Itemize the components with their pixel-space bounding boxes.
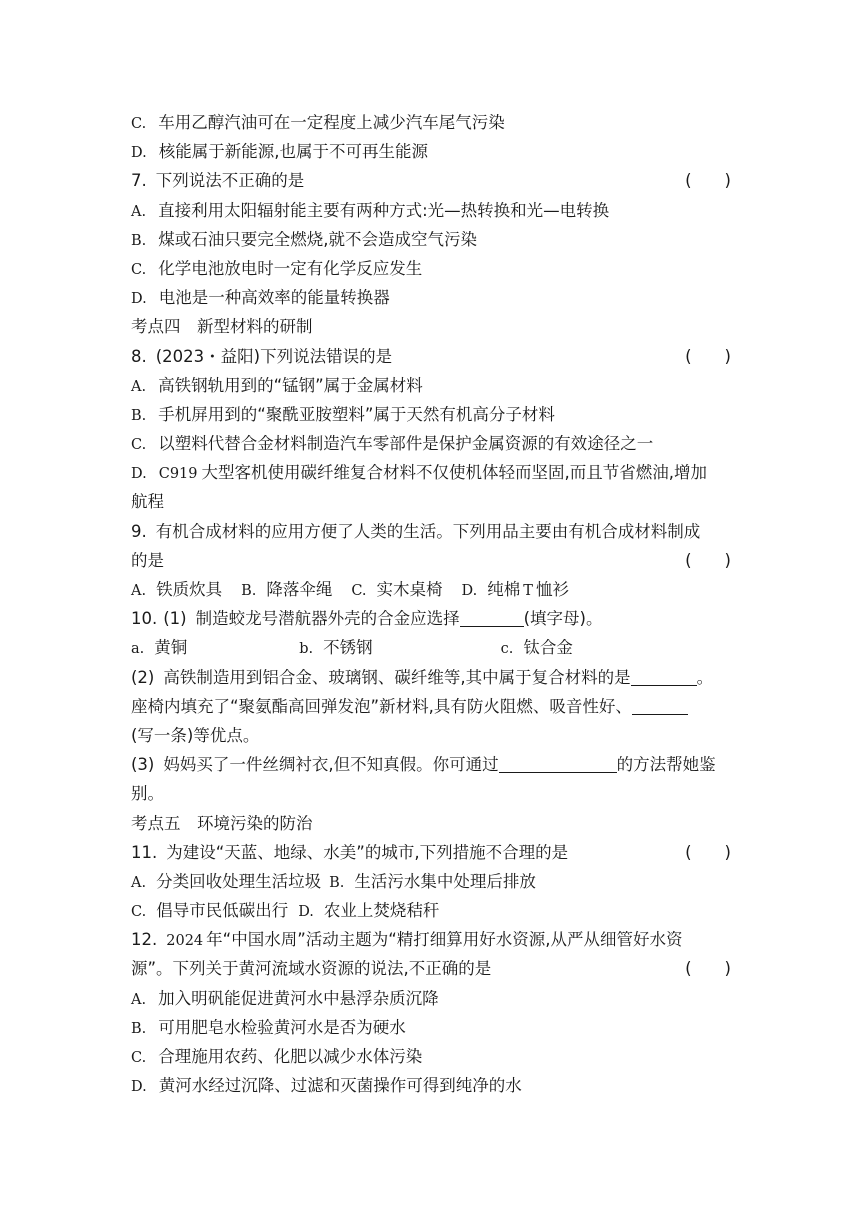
option-mark: C.: [131, 1050, 147, 1066]
option-text: 电池是一种高效率的能量转换器: [158, 288, 390, 308]
option-mark: A.: [131, 874, 147, 891]
option-text: 生活污水集中处理后排放: [354, 871, 536, 891]
option-mark: a.: [131, 641, 145, 658]
option-line: [131, 1071, 731, 1100]
option-text: 恤衫: [535, 580, 569, 599]
question-12: [131, 925, 731, 954]
question-10-part-3-end: 别。: [131, 784, 164, 804]
answer-blank[interactable]: [499, 754, 617, 773]
option-mark: B.: [131, 1020, 147, 1037]
option-mark: A.: [131, 991, 147, 1008]
option-mark: C.: [131, 437, 147, 454]
option-text: 不锈钢: [323, 638, 373, 658]
question-12-continued: [131, 954, 731, 983]
question-text: 为建设“天蓝、地绿、水美”的城市,下列措施不合理的是: [166, 842, 569, 862]
answer-parentheses: ( ): [685, 346, 731, 366]
option-mark: D.: [131, 466, 147, 483]
option-letter: T: [523, 583, 533, 599]
option-mark: c.: [500, 641, 514, 658]
question-number: 12.: [131, 930, 158, 950]
question-11: [131, 838, 731, 867]
option-line: [131, 137, 731, 166]
option-text: 黄铜: [154, 638, 188, 658]
question-10-part-2: [131, 663, 731, 692]
question-7: [131, 166, 731, 195]
question-text: 制造蛟龙号潜航器外壳的合金应选择: [195, 609, 460, 629]
worksheet-page: [131, 108, 731, 1100]
question-11-options-cd: [131, 896, 731, 925]
question-9-options: [131, 575, 731, 604]
option-text: 可用肥皂水检验黄河水是否为硬水: [158, 1017, 406, 1037]
question-text: 有机合成材料的应用方便了人类的生活。下列用品主要由有机合成材料制成: [155, 521, 701, 541]
question-text: 座椅内填充了“聚氨酯高回弹发泡”新材料,具有防火阻燃、吸音性好、: [131, 696, 632, 716]
option-line: [131, 371, 731, 400]
question-8: [131, 342, 731, 371]
question-9: [131, 517, 731, 546]
option-text: 合理施用农药、化肥以减少水体污染: [158, 1047, 423, 1066]
option-line: [131, 196, 731, 225]
option-mark: B.: [131, 407, 147, 424]
option-text: 钛合金: [523, 638, 573, 658]
question-11-options-ab: [131, 867, 731, 896]
answer-parentheses: ( ): [685, 842, 731, 862]
option-line: [131, 458, 731, 487]
answer-parentheses: ( ): [685, 959, 731, 979]
question-10: [131, 604, 731, 633]
question-text: 年“中国水周”活动主题为“精打细算用好水资源,从严从细管好水资: [206, 930, 683, 950]
question-10-part-3: [131, 750, 731, 779]
option-mark: C.: [131, 116, 147, 132]
option-mark: b.: [299, 641, 314, 658]
option-mark: A.: [131, 203, 147, 220]
option-text: 降落伞绳: [266, 580, 333, 599]
option-text: 实木桌椅: [376, 580, 443, 599]
option-line: [131, 1042, 731, 1071]
option-mark: D.: [461, 583, 478, 599]
sub-question-number: (1): [163, 609, 187, 629]
option-text: 煤或石油只要完全燃烧,就不会造成空气污染: [158, 229, 478, 249]
option-line: [131, 429, 731, 458]
question-number: 8.: [131, 346, 147, 366]
question-10-options: [131, 633, 731, 662]
option-text: 车用乙醇汽油可在一定程度上减少汽车尾气污染: [158, 113, 505, 132]
question-text: (填字母)。: [523, 609, 603, 629]
sub-question-number: (3): [131, 755, 155, 775]
question-number: 11.: [131, 842, 158, 862]
question-text: 的方法帮她鉴: [616, 755, 716, 775]
option-text: 铁质炊具: [156, 580, 223, 599]
question-text: 妈妈买了一件丝绸衬衣,但不知真假。你可通过: [163, 755, 499, 775]
option-mark: B.: [131, 232, 147, 249]
option-mark: C.: [131, 261, 147, 278]
option-text: 加入明矾能促进黄河水中悬浮杂质沉降: [158, 988, 439, 1008]
question-number: 10.: [131, 609, 158, 629]
question-text: 下列说法不正确的是: [155, 171, 305, 191]
question-number: 7.: [131, 171, 147, 191]
answer-blank[interactable]: [460, 608, 524, 627]
option-mark: B.: [329, 874, 345, 891]
option-mark: D.: [131, 1079, 147, 1096]
option-text: 化学电池放电时一定有化学反应发生: [158, 258, 423, 278]
option-text: 黄河水经过沉降、过滤和灭菌操作可得到纯净的水: [158, 1076, 522, 1096]
question-10-part-2-continued: [131, 692, 731, 721]
option-line: [131, 1013, 731, 1042]
answer-blank[interactable]: [632, 696, 688, 715]
question-text: 的是: [131, 550, 164, 570]
question-text: 源”。下列关于黄河流域水资源的说法,不正确的是: [131, 959, 492, 979]
option-line: [131, 283, 731, 312]
option-mark: C.: [351, 583, 367, 599]
option-text: 手机屏用到的“聚酰亚胺塑料”属于天然有机高分子材料: [158, 404, 555, 424]
aircraft-code: C919: [158, 466, 198, 483]
option-line: [131, 108, 731, 137]
option-mark: A.: [131, 378, 147, 395]
option-text: 直接利用太阳辐射能主要有两种方式:光—热转换和光—电转换: [158, 200, 610, 220]
answer-blank[interactable]: [631, 667, 697, 686]
answer-parentheses: ( ): [685, 171, 731, 191]
option-mark: D.: [131, 291, 147, 308]
option-mark: D.: [298, 904, 314, 921]
section-heading-5: 考点五 环境污染的防治: [131, 813, 313, 833]
option-text: 农业上焚烧秸秆: [323, 901, 440, 921]
question-text: 高铁制造用到铝合金、玻璃钢、碳纤维等,其中属于复合材料的是: [163, 667, 631, 687]
section-heading-4: 考点四 新型材料的研制: [131, 317, 313, 337]
option-line: [131, 225, 731, 254]
option-line: [131, 984, 731, 1013]
year: 2024: [166, 933, 204, 950]
question-9-continued: [131, 546, 731, 575]
option-line: [131, 254, 731, 283]
option-text: 核能属于新能源,也属于不可再生能源: [158, 142, 428, 162]
option-mark: B.: [241, 583, 257, 599]
continuation-line: 航程: [131, 492, 164, 512]
option-text: 高铁钢轨用到的“锰钢”属于金属材料: [158, 375, 423, 395]
option-text: 大型客机使用碳纤维复合材料不仅使机体轻而坚固,而且节省燃油,增加: [201, 463, 707, 483]
option-text: 纯棉: [487, 580, 521, 599]
question-text: 。: [696, 667, 714, 687]
question-10-part-2-end: (写一条)等优点。: [131, 725, 260, 745]
option-mark: C.: [131, 904, 147, 921]
option-text: 以塑料代替合金材料制造汽车零部件是保护金属资源的有效途径之一: [158, 434, 654, 454]
sub-question-number: (2): [131, 667, 155, 687]
answer-parentheses: ( ): [685, 550, 731, 570]
question-number: 9.: [131, 521, 147, 541]
option-text: 分类回收处理生活垃圾: [156, 871, 322, 891]
question-text: (2023・益阳)下列说法错误的是: [155, 346, 393, 366]
option-mark: D.: [131, 145, 147, 162]
option-text: 倡导市民低碳出行: [156, 901, 289, 921]
option-mark: A.: [131, 583, 147, 599]
option-line: [131, 400, 731, 429]
